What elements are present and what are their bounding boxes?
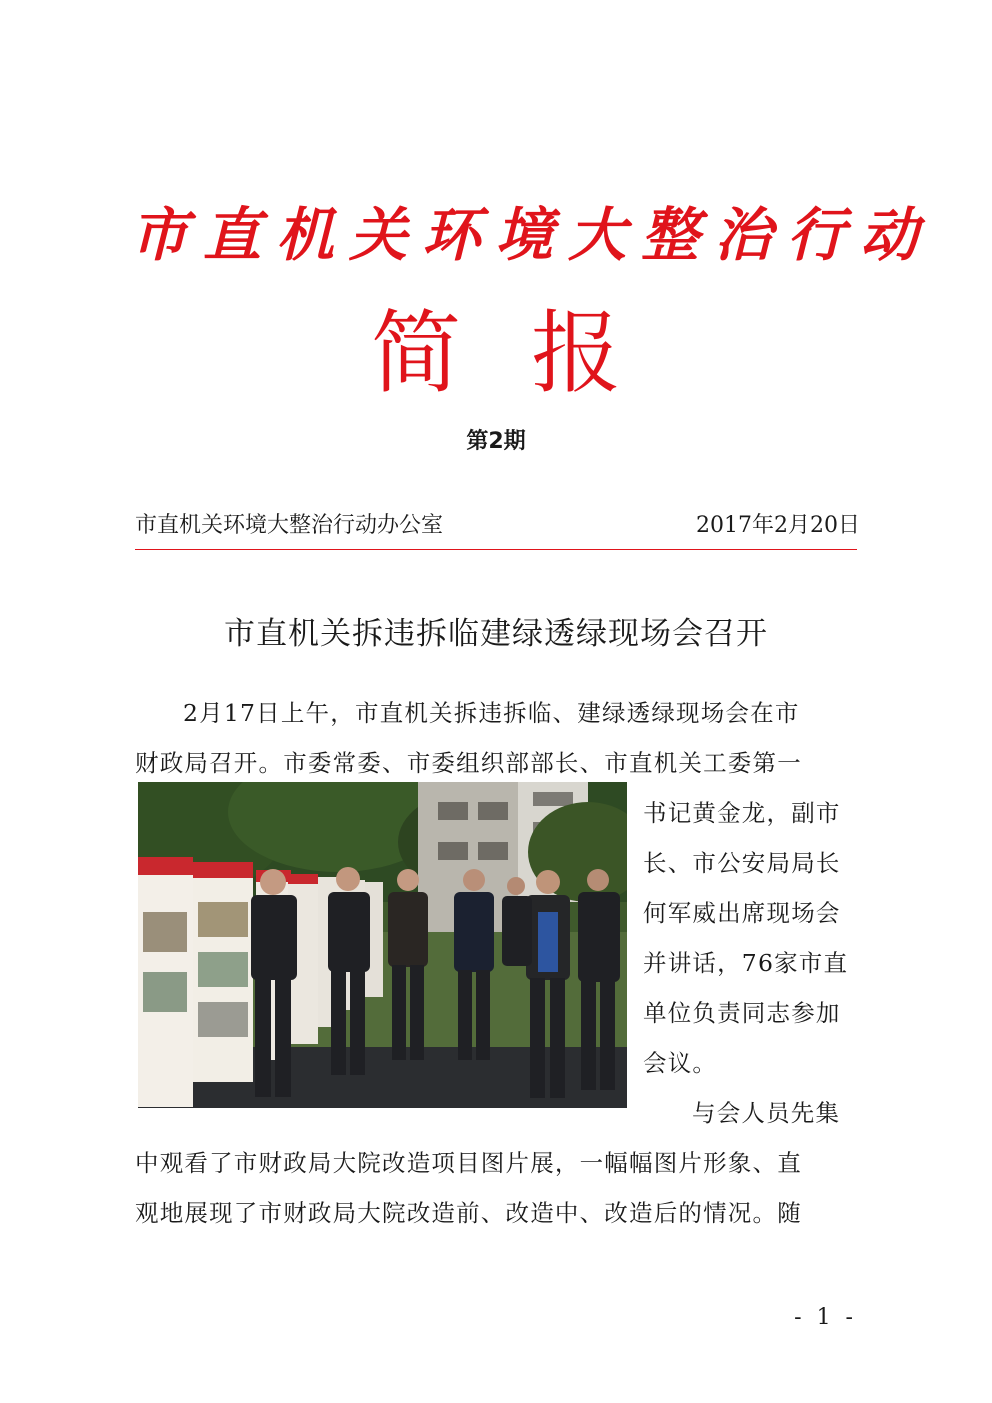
article-line: 会议。 bbox=[643, 1049, 718, 1077]
article-headline: 市直机关拆违拆临建绿透绿现场会召开 bbox=[224, 616, 768, 652]
event-photo bbox=[138, 782, 627, 1108]
red-divider bbox=[135, 549, 857, 550]
article-line: 财政局召开。市委常委、市委组织部部长、市直机关工委第一 bbox=[135, 749, 802, 777]
article-line: 中观看了市财政局大院改造项目图片展，一幅幅图片形象、直 bbox=[135, 1149, 802, 1177]
article-line: 并讲话，76家市直 bbox=[643, 949, 849, 977]
article-line: 与会人员先集 bbox=[692, 1099, 841, 1127]
article-line: 书记黄金龙，副市 bbox=[643, 799, 841, 827]
issue-date: 2017年2月20日 bbox=[696, 513, 860, 538]
article-line: 何军威出席现场会 bbox=[643, 899, 841, 927]
article-line: 2月17日上午，市直机关拆违拆临、建绿透绿现场会在市 bbox=[183, 699, 800, 727]
issuing-office: 市直机关环境大整治行动办公室 bbox=[135, 513, 444, 538]
article-line: 长、市公安局局长 bbox=[643, 849, 841, 877]
bulletin-label: 简报 bbox=[371, 301, 691, 406]
page-number: - 1 - bbox=[794, 1305, 857, 1330]
masthead-title: 市直机关环境大整治行动 bbox=[130, 201, 934, 269]
issue-number: 第2期 bbox=[466, 429, 526, 454]
article-line: 单位负责同志参加 bbox=[643, 999, 841, 1027]
article-line: 观地展现了市财政局大院改造前、改造中、改造后的情况。随 bbox=[135, 1199, 802, 1227]
